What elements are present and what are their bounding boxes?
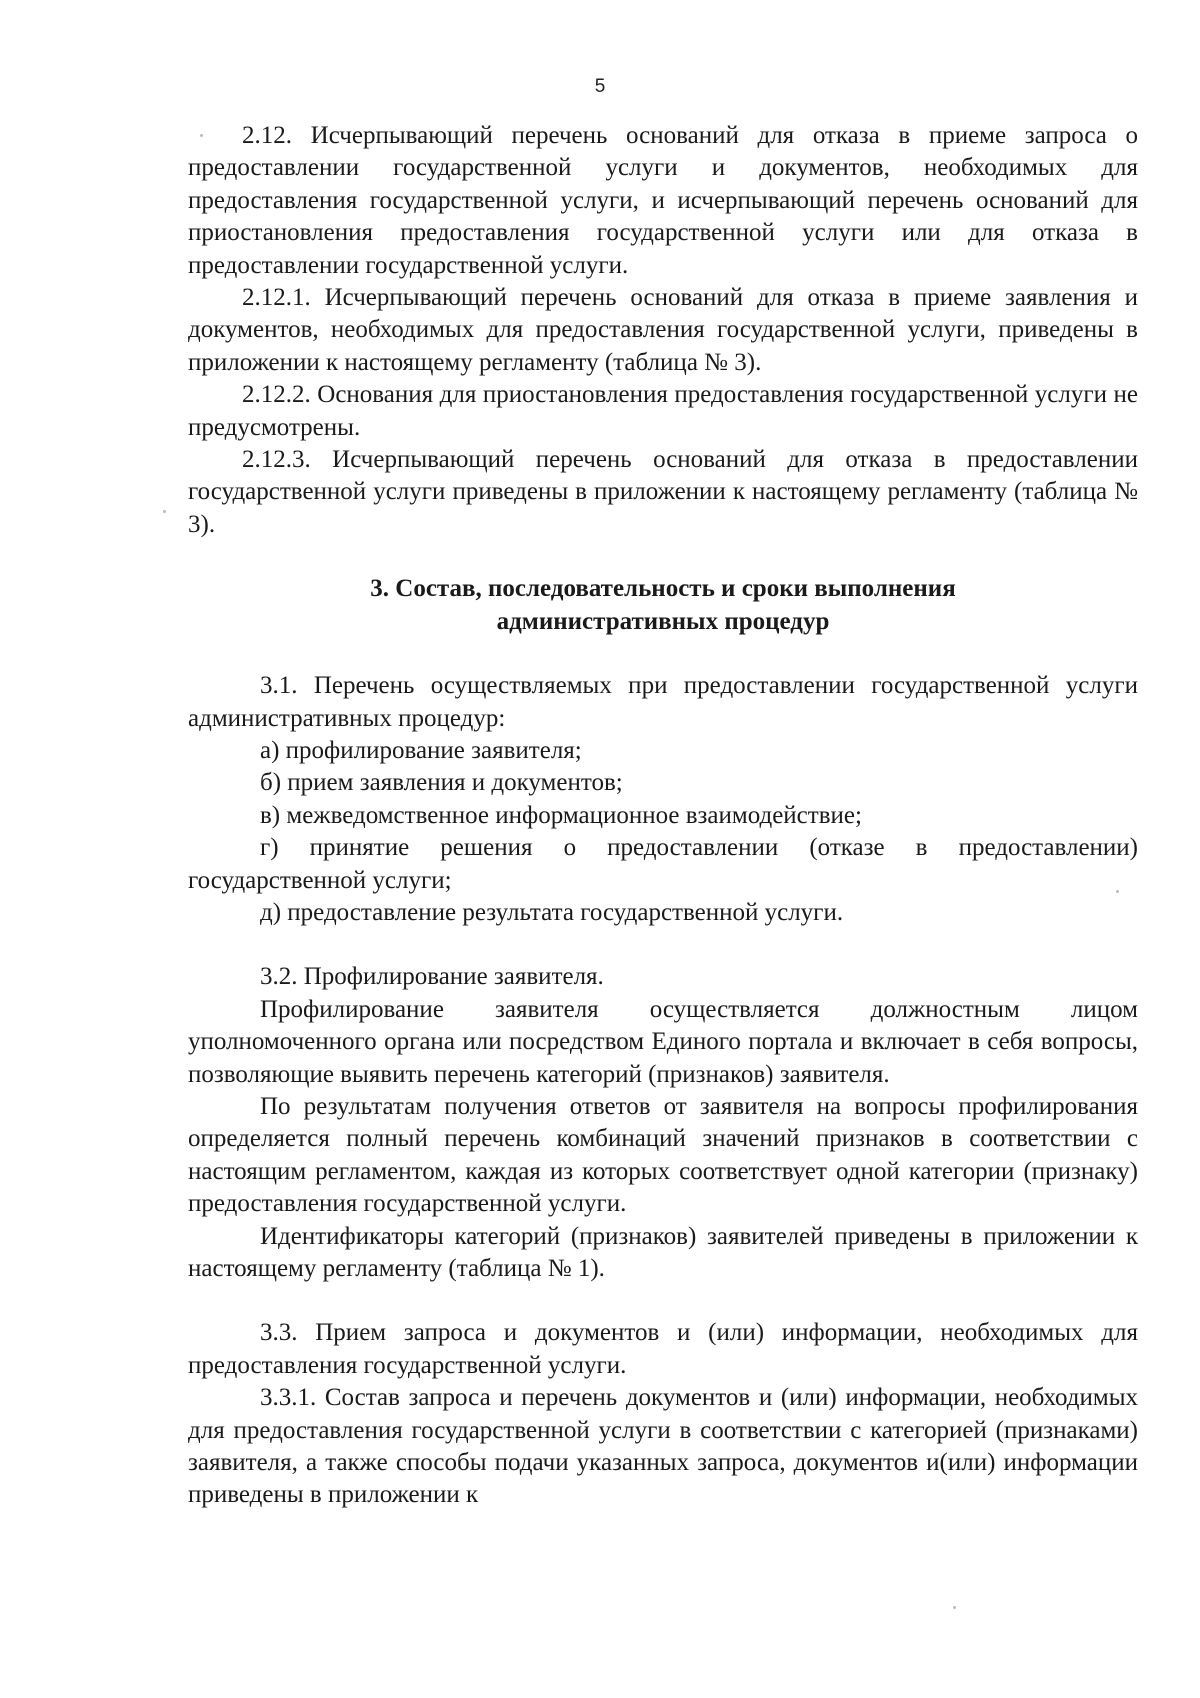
paragraph-2-12-1: 2.12.1. Исчерпывающий перечень оснований для отказа в приеме заявления и документов, необходимых для предоставления государственной услуги, приведены в приложении к настоящему регламенту (таблица № 3).: [188, 284, 1138, 376]
list-item: д) предоставление результата государственной услуги.: [260, 898, 844, 926]
scan-speck: [953, 1606, 956, 1609]
paragraph-3-3-title: 3.3. Прием запроса и документов и (или) информации, необходимых для предоставления государственной услуги.: [188, 1319, 1138, 1379]
list-item: в) межведомственное информационное взаимодействие;: [260, 801, 862, 829]
scan-speck: [1116, 890, 1119, 893]
list-item: г) принятие решения о предоставлении (отказе в предоставлении) государственной услуги;: [188, 834, 1138, 894]
section-heading-line-2: административных процедур: [496, 607, 830, 635]
procedures-list: [188, 735, 1138, 929]
paragraph-2-12-3: 2.12.3. Исчерпывающий перечень оснований для отказа в предоставлении государственной услуги приведены в приложении к настоящему регламенту (таблица № 3).: [188, 446, 1138, 538]
page-number: 5: [594, 76, 606, 97]
paragraph-3-2-text-1: Профилирование заявителя осуществляется должностным лицом уполномоченного органа или посредством Единого портала и включает в себя вопросы, позволяющие выявить перечень категорий (признаков) заявителя.: [188, 995, 1138, 1088]
document-body: [188, 120, 1138, 1512]
scan-speck: [163, 510, 166, 513]
paragraph-3-2-text-3: Идентификаторы категорий (признаков) заявителей приведены в приложении к настоящему регламенту (таблица № 1).: [188, 1222, 1138, 1282]
paragraph-3-2-title: 3.2. Профилирование заявителя.: [260, 963, 604, 991]
scan-speck: [200, 134, 203, 137]
list-item: а) профилирование заявителя;: [260, 736, 582, 764]
paragraph-2-12: 2.12. Исчерпывающий перечень оснований для отказа в приеме запроса о предоставлении государственной услуги и документов, необходимых для предоставления государственной услуги, и исчерпывающий перечень оснований для приостановления предоставления государственной услуги или для отказа в предоставлении государственной услуги.: [188, 122, 1138, 279]
paragraph-2-12-2: 2.12.2. Основания для приостановления предоставления государственной услуги не предусмотрены.: [188, 381, 1138, 441]
paragraph-3-2-text-2: По результатам получения ответов от заявителя на вопросы профилирования определяется полный перечень комбинаций значений признаков в соответствии с настоящим регламентом, каждая из которых соответствует одной категории (признаку) предоставления государственной услуги.: [188, 1092, 1138, 1218]
section-3-heading: [188, 573, 1138, 638]
section-heading-line-1: 3. Состав, последовательность и сроки выполнения: [370, 575, 956, 603]
list-item: б) прием заявления и документов;: [260, 769, 623, 797]
paragraph-3-3-1: 3.3.1. Состав запроса и перечень документов и (или) информации, необходимых для предоставления государственной услуги в соответствии с категорией (признаками) заявителя, а также способы подачи указанных запроса, документов и(или) информации приведены в приложении к: [188, 1384, 1138, 1509]
paragraph-3-1: 3.1. Перечень осуществляемых при предоставлении государственной услуги административных процедур:: [188, 672, 1138, 732]
